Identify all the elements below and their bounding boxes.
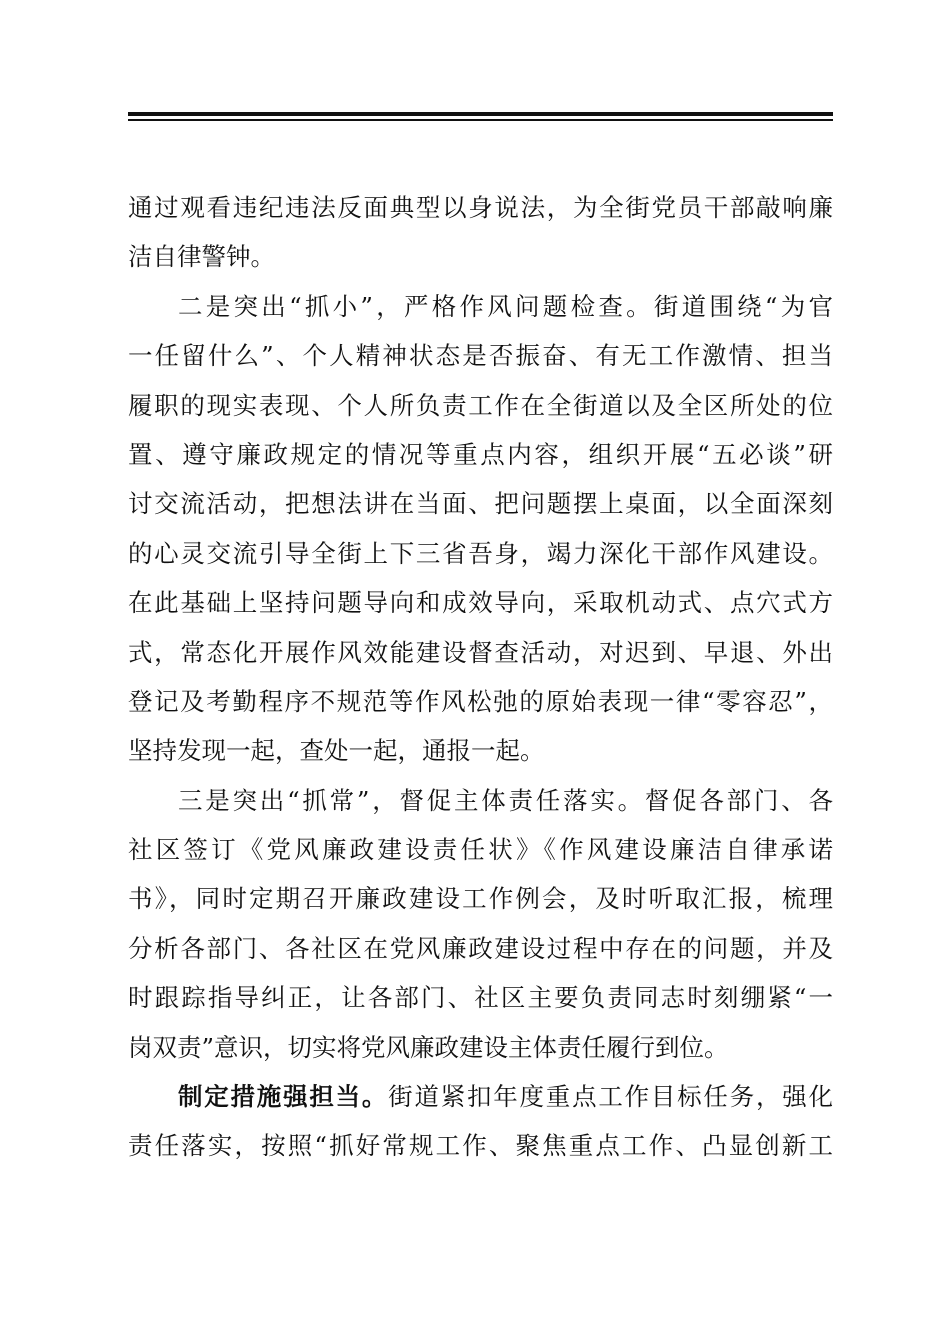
header-rule-thick — [128, 112, 833, 116]
paragraph-4 — [128, 1072, 833, 1171]
text-line: 履职的现实表现、个人所负责工作在全街道以及全区所处的位 — [128, 390, 833, 420]
text-span: 街道紧扣年度重点工作目标任务，强化 — [388, 1082, 834, 1112]
text-line: 社区签订《党风廉政建设责任状》《作风建设廉洁自律承诺 — [128, 835, 833, 865]
text-line: 责任落实，按照“抓好常规工作、聚焦重点工作、凸显创新工 — [128, 1131, 833, 1161]
text-line: 通过观看违纪违法反面典型以身说法，为全街党员干部敲响廉 — [128, 193, 833, 222]
paragraph-3 — [128, 776, 833, 1072]
header-rule-thin — [128, 119, 833, 121]
text-line: 三是突出“抓常”，督促主体责任落实。督促各部门、各 — [178, 785, 833, 815]
text-line: 式，常态化开展作风效能建设督查活动，对迟到、早退、外出 — [128, 637, 833, 667]
text-line: 讨交流活动，把想法讲在当面、把问题摆上桌面，以全面深刻 — [128, 489, 833, 519]
body-text — [128, 183, 833, 1171]
text-line: 洁自律警钟。 — [128, 242, 275, 272]
text-line: 岗双责”意识，切实将党风廉政建设主体责任履行到位。 — [128, 1032, 729, 1062]
text-line: 时跟踪指导纠正，让各部门、社区主要负责同志时刻绷紧“一 — [128, 983, 833, 1013]
header-double-rule — [128, 112, 833, 121]
text-line: 置、遵守廉政规定的情况等重点内容，组织开展“五必谈”研 — [128, 439, 833, 469]
text-line: 坚持发现一起，查处一起，通报一起。 — [128, 736, 545, 766]
paragraph-2 — [128, 282, 833, 776]
text-line: 一任留什么”、个人精神状态是否振奋、有无工作激情、担当 — [128, 341, 833, 371]
text-line: 书》，同时定期召开廉政建设工作例会，及时听取汇报，梳理 — [128, 884, 833, 914]
section-heading: 制定措施强担当。 — [178, 1082, 389, 1112]
text-line — [128, 1072, 833, 1121]
text-line: 登记及考勤程序不规范等作风松弛的原始表现一律“零容忍”， — [128, 686, 833, 716]
text-line: 分析各部门、各社区在党风廉政建设过程中存在的问题，并及 — [128, 933, 833, 963]
text-line: 的心灵交流引导全街上下三省吾身，竭力深化干部作风建设。 — [128, 538, 833, 568]
text-line: 在此基础上坚持问题导向和成效导向，采取机动式、点穴式方 — [128, 588, 833, 618]
paragraph-1 — [128, 183, 833, 282]
text-line: 二是突出“抓小”，严格作风问题检查。街道围绕“为官 — [178, 291, 833, 321]
